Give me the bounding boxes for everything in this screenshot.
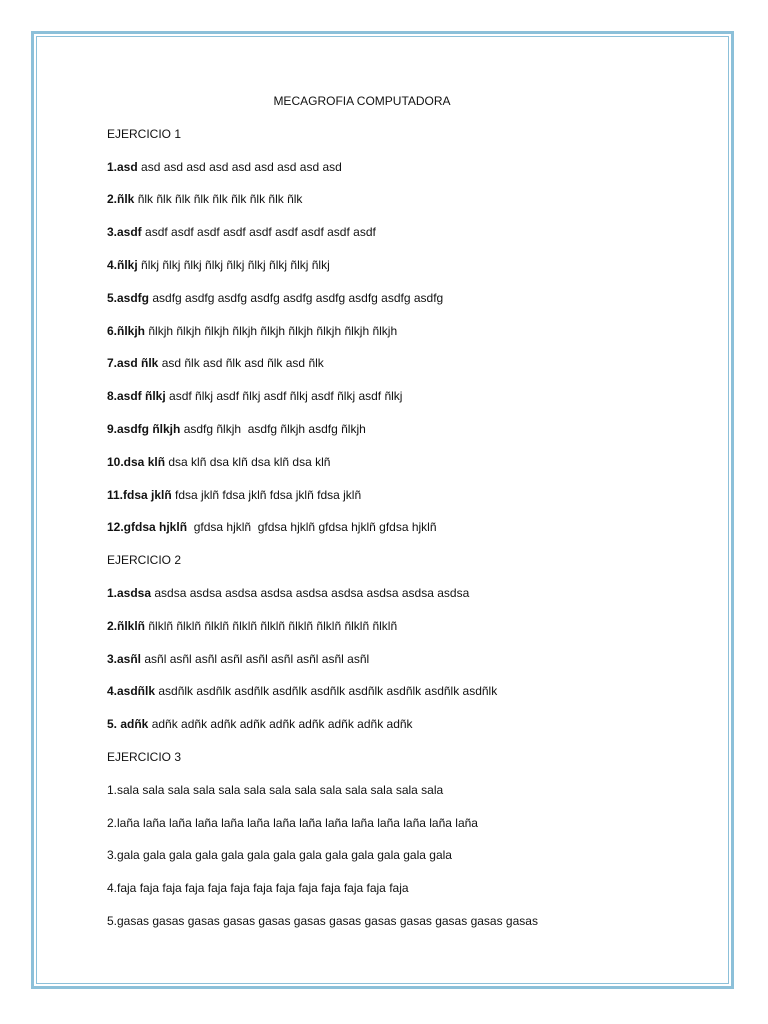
exercise-line (107, 224, 667, 240)
exercise-line-text: 2.laña laña laña laña laña laña laña laña laña laña laña laña laña laña (107, 815, 478, 830)
exercise-line-text: dsa klñ dsa klñ dsa klñ dsa klñ (165, 454, 331, 469)
exercise-line (107, 913, 667, 929)
exercise-line (107, 651, 667, 667)
exercise-line-text: asdf asdf asdf asdf asdf asdf asdf asdf asdf (141, 225, 376, 240)
exercise-line (107, 880, 667, 896)
exercise-line-text: 5.gasas gasas gasas gasas gasas gasas gasas gasas gasas gasas gasas gasas (107, 913, 538, 928)
exercise-line-prefix: 3.asñl (107, 651, 142, 666)
exercise-line (107, 290, 667, 306)
section-heading: EJERCICIO 3 (107, 749, 182, 764)
exercise-line-text: gfdsa hjklñ gfdsa hjklñ gfdsa hjklñ gfdsa hjklñ (187, 520, 437, 535)
exercise-line (107, 421, 667, 437)
exercise-line (107, 683, 667, 699)
exercise-line-prefix: 2.ñlklñ (107, 618, 146, 633)
exercise-line-text: asdf ñlkj asdf ñlkj asdf ñlkj asdf ñlkj asdf ñlkj (165, 389, 403, 404)
exercise-line (107, 454, 667, 470)
exercise-line-text: adñk adñk adñk adñk adñk adñk adñk adñk adñk (148, 717, 413, 732)
exercise-line (107, 716, 667, 732)
exercise-line-prefix: 1.asdsa (107, 585, 152, 600)
exercise-line (107, 847, 667, 863)
exercise-line-text: fdsa jklñ fdsa jklñ fdsa jklñ fdsa jklñ (171, 487, 362, 502)
exercise-line (107, 585, 667, 601)
exercise-line-text: ñlkj ñlkj ñlkj ñlkj ñlkj ñlkj ñlkj ñlkj ñlkj (137, 257, 330, 272)
exercise-line (107, 191, 667, 207)
exercise-line-text: 3.gala gala gala gala gala gala gala gala gala gala gala gala gala (107, 848, 452, 863)
exercise-line-text: asd ñlk asd ñlk asd ñlk asd ñlk (158, 356, 324, 371)
exercise-line (107, 487, 667, 503)
exercise-line-prefix: 4.ñlkj (107, 257, 138, 272)
exercise-line (107, 355, 667, 371)
exercise-line-prefix: 3.asdf (107, 225, 142, 240)
exercise-line-text: ñlkjh ñlkjh ñlkjh ñlkjh ñlkjh ñlkjh ñlkjh ñlkjh ñlkjh (145, 323, 398, 338)
exercise-line (107, 323, 667, 339)
exercise-line-prefix: 9.asdfg ñlkjh (107, 421, 181, 436)
exercise-line (107, 618, 667, 634)
section-heading: EJERCICIO 2 (107, 553, 182, 568)
exercise-line-text: asdfg asdfg asdfg asdfg asdfg asdfg asdfg asdfg asdfg (149, 290, 444, 305)
exercise-line (107, 159, 667, 175)
document-body (107, 93, 667, 929)
exercise-line (107, 815, 667, 831)
exercise-line-prefix: 12.gfdsa hjklñ (107, 520, 188, 535)
exercise-line-prefix: 6.ñlkjh (107, 323, 146, 338)
exercise-line-prefix: 11.fdsa jklñ (107, 487, 172, 502)
exercise-line-text: asdñlk asdñlk asdñlk asdñlk asdñlk asdñlk asdñlk asdñlk asdñlk (155, 684, 498, 699)
exercise-line-prefix: 7.asd ñlk (107, 356, 159, 371)
section-heading: EJERCICIO 1 (107, 126, 182, 141)
exercise-line-text: asdsa asdsa asdsa asdsa asdsa asdsa asdsa asdsa asdsa (151, 585, 470, 600)
document-title: MECAGROFIA COMPUTADORA (273, 94, 451, 108)
exercise-line-prefix: 8.asdf ñlkj (107, 389, 166, 404)
exercise-line (107, 388, 667, 404)
exercise-line-prefix: 5.asdfg (107, 290, 150, 305)
exercise-line-prefix: 2.ñlk (107, 192, 135, 207)
exercise-line-prefix: 5. adñk (107, 717, 149, 732)
exercise-line-text: asñl asñl asñl asñl asñl asñl asñl asñl asñl (141, 651, 370, 666)
exercise-line-text: ñlk ñlk ñlk ñlk ñlk ñlk ñlk ñlk ñlk (134, 192, 303, 207)
exercise-line-text: asd asd asd asd asd asd asd asd asd (137, 159, 342, 174)
exercise-line-prefix: 4.asdñlk (107, 684, 156, 699)
exercise-line-text: asdfg ñlkjh asdfg ñlkjh asdfg ñlkjh (180, 421, 366, 436)
exercise-line-text: 4.faja faja faja faja faja faja faja faja faja faja faja faja faja (107, 881, 409, 896)
exercise-line-text: ñlklñ ñlklñ ñlklñ ñlklñ ñlklñ ñlklñ ñlklñ ñlklñ ñlklñ (145, 618, 398, 633)
exercise-line-prefix: 1.asd (107, 159, 138, 174)
exercise-line (107, 782, 667, 798)
exercise-line-text: 1.sala sala sala sala sala sala sala sala sala sala sala sala sala (107, 782, 444, 797)
exercise-line (107, 257, 667, 273)
exercise-line-prefix: 10.dsa klñ (107, 454, 166, 469)
exercise-line (107, 519, 667, 535)
